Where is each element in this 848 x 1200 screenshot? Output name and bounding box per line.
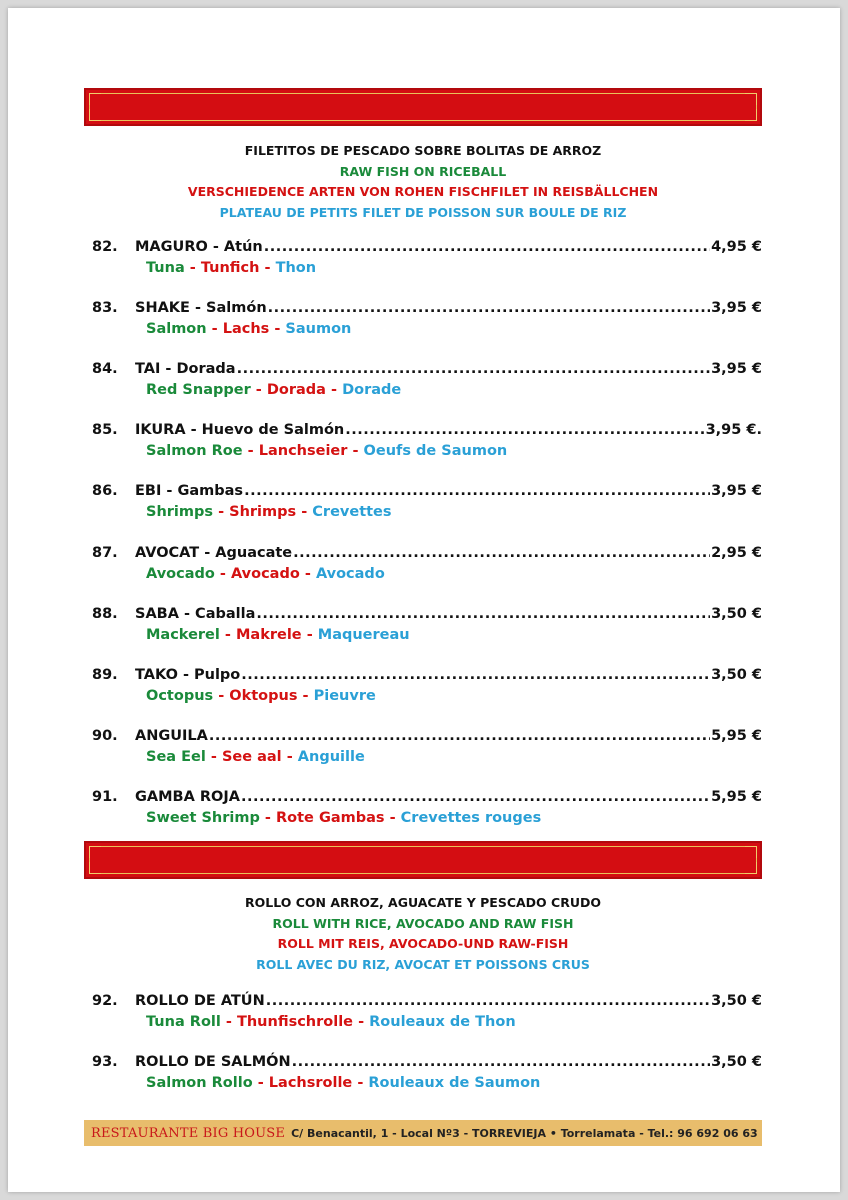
separator: -: [214, 565, 231, 582]
dot-leader: [266, 993, 710, 1009]
menu-item-main-line: [92, 239, 762, 260]
menu-item-translations: [92, 688, 762, 704]
menu-item-translations: [92, 1075, 762, 1091]
menu-item-main-line: [92, 1054, 762, 1075]
section1-heading-en: RAW FISH ON RICEBALL: [339, 163, 507, 179]
item-number: 89.: [92, 666, 118, 683]
section2-heading-de: ROLL MIT REIS, AVOCADO-UND RAW-FISH: [277, 936, 569, 951]
item-name-german: Makrele: [235, 626, 302, 643]
item-number: 93.: [92, 1054, 118, 1070]
item-number: 85.: [92, 422, 118, 439]
item-number: 84.: [92, 361, 118, 378]
menu-item-main-line: [92, 300, 762, 321]
item-name-french: Thon: [275, 260, 317, 276]
menu-item: [92, 789, 762, 826]
section2-heading-fr: ROLL AVEC DU RIZ, AVOCAT ET POISSONS CRUS: [256, 956, 590, 972]
item-name-english: Sweet Shrimp: [146, 809, 260, 826]
separator: -: [352, 1075, 369, 1091]
dot-leader: [345, 422, 704, 438]
separator: -: [184, 260, 201, 276]
menu-item-main-line: [92, 728, 762, 749]
menu-item: [92, 300, 762, 337]
dot-leader: [209, 728, 710, 744]
dot-leader: [241, 667, 710, 683]
menu-item: [92, 1054, 762, 1091]
item-number: 92.: [92, 993, 118, 1009]
item-number: 90.: [92, 727, 118, 744]
menu-item: [92, 483, 762, 520]
dot-leader: [241, 789, 710, 805]
separator: -: [213, 504, 230, 521]
menu-item-translations: [92, 504, 762, 520]
item-name-french: Avocado: [315, 565, 385, 582]
menu-item-main-line: [92, 422, 762, 443]
dot-leader: [264, 239, 710, 255]
section1-heading-fr: PLATEAU DE PETITS FILET DE POISSON SUR BOULE DE RIZ: [219, 204, 627, 220]
item-name-english: Salmon Rollo: [146, 1075, 253, 1091]
item-name-english: Tuna Roll: [146, 1014, 221, 1030]
item-name-french: Anguille: [297, 748, 365, 765]
menu-item: [92, 422, 762, 459]
item-name-english: Avocado: [146, 565, 215, 582]
restaurant-name: RESTAURANTE BIG HOUSE: [91, 1125, 286, 1141]
item-name-german: Thunfischrolle: [236, 1014, 354, 1030]
item-name: MAGURO - Atún: [135, 239, 263, 255]
section1-heading-de: VERSCHIEDENCE ARTEN VON ROHEN FISCHFILET IN REISBÄLLCHEN: [187, 184, 659, 199]
item-name: ANGUILA: [135, 727, 208, 744]
item-name-german: See aal: [221, 748, 282, 765]
item-price: 3,50 €: [711, 666, 762, 683]
item-name: TAKO - Pulpo: [135, 666, 241, 683]
separator: -: [219, 626, 236, 643]
separator: -: [269, 321, 286, 338]
item-name-english: Octopus: [146, 687, 214, 704]
menu-item-translations: [92, 566, 762, 582]
item-name-english: Tuna: [146, 260, 185, 276]
menu-item: [92, 728, 762, 765]
menu-item: [92, 361, 762, 398]
item-name-english: Salmon Roe: [146, 443, 243, 460]
section1-heading: [84, 141, 762, 223]
menu-item: [92, 239, 762, 276]
item-name-german: Avocado: [230, 565, 300, 582]
separator: -: [384, 809, 401, 826]
item-name: ROLLO DE SALMÓN: [135, 1054, 291, 1070]
separator: -: [205, 748, 222, 765]
item-price: 3,95 €.: [705, 422, 762, 439]
item-price: 3,50 €: [711, 605, 762, 622]
banner-corner-ornament: [89, 93, 101, 105]
item-name-french: Crevettes: [312, 504, 392, 521]
item-name-english: Shrimps: [146, 504, 214, 521]
separator: -: [297, 687, 314, 704]
item-name-french: Rouleaux de Saumon: [368, 1075, 541, 1091]
menu-item-translations: [92, 810, 762, 826]
item-name: TAI - Dorada: [135, 361, 236, 378]
banner-corner-ornament: [745, 846, 757, 858]
banner-corner-ornament: [89, 862, 101, 874]
menu-item-translations: [92, 443, 762, 459]
item-name-german: Shrimps: [229, 504, 297, 521]
menu-item-translations: [92, 749, 762, 765]
item-name-english: Mackerel: [146, 626, 220, 643]
item-name: AVOCAT - Aguacate: [135, 544, 293, 561]
separator: -: [252, 1075, 269, 1091]
item-number: 83.: [92, 300, 118, 317]
section2-heading-es: ROLLO CON ARROZ, AGUACATE Y PESCADO CRUDO: [245, 895, 601, 910]
menu-item: [92, 667, 762, 704]
banner-corner-ornament: [745, 109, 757, 121]
banner-corner-ornament: [745, 862, 757, 874]
menu-item-main-line: [92, 361, 762, 382]
item-price: 3,95 €: [711, 361, 762, 378]
item-name-english: Red Snapper: [146, 382, 251, 399]
separator: -: [213, 687, 230, 704]
separator: -: [353, 1014, 370, 1030]
separator: -: [206, 321, 223, 338]
menu-item-main-line: [92, 606, 762, 627]
separator: -: [259, 260, 276, 276]
item-name: EBI - Gambas: [135, 483, 244, 500]
separator: -: [250, 382, 267, 399]
item-name: GAMBA ROJA: [135, 788, 240, 805]
separator: -: [296, 504, 313, 521]
item-number: 88.: [92, 605, 118, 622]
menu-item-main-line: [92, 667, 762, 688]
menu-item: [92, 606, 762, 643]
menu-item-translations: [92, 321, 762, 337]
menu-item-main-line: [92, 545, 762, 566]
separator: -: [220, 1014, 237, 1030]
separator: -: [325, 382, 343, 399]
separator: -: [299, 565, 316, 582]
item-name-french: Rouleaux de Thon: [369, 1014, 516, 1030]
section1-heading-es: FILETITOS DE PESCADO SOBRE BOLITAS DE ARROZ: [244, 143, 602, 158]
item-name-english: Sea Eel: [146, 748, 206, 765]
restaurant-address: C/ Benacantil, 1 - Local Nº3 - TORREVIEJA • Torrelamata - Tel.: 96 692 06 63: [291, 1126, 758, 1140]
separator: -: [301, 626, 318, 643]
menu-item-main-line: [92, 789, 762, 810]
menu-item-main-line: [92, 483, 762, 504]
menu-item-translations: [92, 627, 762, 643]
menu-item-main-line: [92, 993, 762, 1014]
item-name-german: Oktopus: [229, 687, 298, 704]
item-name-french: Dorade: [342, 382, 402, 399]
menu-item: [92, 545, 762, 582]
item-price: 3,95 €: [711, 483, 762, 500]
item-name-french: Maquereau: [317, 626, 410, 643]
item-name-english: Salmon: [146, 321, 207, 338]
dot-leader: [237, 361, 710, 377]
item-name: IKURA - Huevo de Salmón: [135, 422, 345, 439]
item-name-german: Lanchseier: [258, 443, 348, 460]
menu-page: [8, 8, 840, 1192]
item-price: 5,95 €: [711, 788, 762, 805]
footer-bar: [84, 1120, 762, 1146]
decorative-banner-middle: [84, 841, 762, 879]
item-name-french: Oeufs de Saumon: [363, 443, 508, 460]
separator: -: [242, 443, 259, 460]
item-name: SABA - Caballa: [135, 605, 256, 622]
dot-leader: [293, 545, 710, 561]
item-name: SHAKE - Salmón: [135, 300, 267, 317]
separator: -: [347, 443, 364, 460]
menu-item-translations: [92, 382, 762, 398]
item-number: 87.: [92, 544, 118, 561]
menu-item-translations: [92, 1014, 762, 1030]
item-name: ROLLO DE ATÚN: [135, 993, 265, 1009]
separator: -: [281, 748, 298, 765]
decorative-banner-top: [84, 88, 762, 126]
item-name-german: Rote Gambas: [276, 809, 385, 826]
item-number: 91.: [92, 788, 118, 805]
item-price: 2,95 €: [711, 544, 762, 561]
banner-corner-ornament: [89, 109, 101, 121]
banner-corner-ornament: [89, 846, 101, 858]
dot-leader: [292, 1054, 710, 1070]
item-number: 86.: [92, 483, 118, 500]
item-name-german: Lachs: [222, 321, 270, 338]
section2-heading-en: ROLL WITH RICE, AVOCADO AND RAW FISH: [272, 915, 574, 931]
item-price: 3,50 €: [711, 993, 762, 1009]
banner-corner-ornament: [745, 93, 757, 105]
item-name-german: Lachsrolle: [268, 1075, 353, 1091]
item-price: 3,95 €: [711, 300, 762, 317]
item-price: 5,95 €: [711, 727, 762, 744]
dot-leader: [244, 483, 710, 499]
item-name-french: Pieuvre: [313, 687, 376, 704]
menu-item-translations: [92, 260, 762, 276]
separator: -: [259, 809, 276, 826]
item-price: 4,95 €: [711, 239, 762, 255]
item-number: 82.: [92, 239, 118, 255]
item-price: 3,50 €: [711, 1054, 762, 1070]
dot-leader: [256, 606, 710, 622]
section2-heading: [84, 893, 762, 975]
menu-item: [92, 993, 762, 1030]
item-name-german: Dorada: [266, 382, 326, 399]
item-name-french: Crevettes rouges: [400, 809, 542, 826]
dot-leader: [268, 300, 710, 316]
item-name-german: Tunfich: [200, 260, 260, 276]
item-name-french: Saumon: [285, 321, 352, 338]
